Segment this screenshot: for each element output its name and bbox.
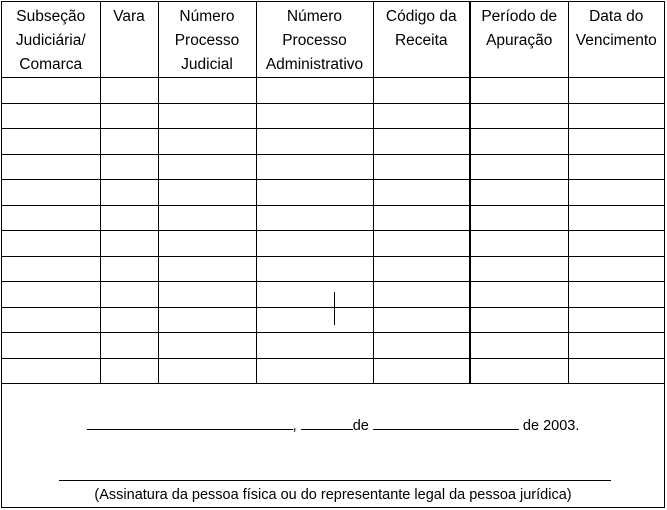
table-cell[interactable] (256, 129, 373, 155)
table-cell[interactable] (158, 180, 256, 206)
table-cell[interactable] (373, 358, 470, 384)
signature-line[interactable] (59, 480, 611, 481)
table-cell[interactable] (373, 333, 470, 359)
stray-vertical-mark (334, 292, 335, 325)
table-cell[interactable] (568, 180, 664, 206)
table-cell[interactable] (568, 103, 664, 129)
table-cell[interactable] (2, 205, 100, 231)
table-header-row (2, 2, 664, 78)
table-cell[interactable] (100, 129, 158, 155)
table-cell[interactable] (2, 231, 100, 257)
table-cell[interactable] (2, 307, 100, 333)
col-header-data-vencimento: Data do Vencimento (568, 2, 664, 78)
table-cell[interactable] (373, 78, 470, 104)
table-cell[interactable] (256, 282, 373, 308)
table-cell[interactable] (100, 358, 158, 384)
table-cell[interactable] (470, 103, 568, 129)
table-cell[interactable] (158, 103, 256, 129)
table-cell[interactable] (568, 307, 664, 333)
table-cell[interactable] (568, 333, 664, 359)
table-cell[interactable] (568, 231, 664, 257)
table-cell[interactable] (256, 78, 373, 104)
table-cell[interactable] (256, 358, 373, 384)
table-body (2, 78, 664, 384)
place-blank[interactable] (87, 415, 293, 430)
table-row (2, 358, 664, 384)
table-cell[interactable] (256, 154, 373, 180)
table-cell[interactable] (158, 333, 256, 359)
table-cell[interactable] (158, 205, 256, 231)
table-cell[interactable] (373, 307, 470, 333)
table-cell[interactable] (2, 78, 100, 104)
table-row (2, 129, 664, 155)
table-row (2, 231, 664, 257)
month-blank[interactable] (373, 415, 519, 430)
table-cell[interactable] (256, 205, 373, 231)
table-cell[interactable] (100, 78, 158, 104)
table-cell[interactable] (568, 205, 664, 231)
table-cell[interactable] (256, 103, 373, 129)
table-row (2, 78, 664, 104)
table-cell[interactable] (2, 154, 100, 180)
table-cell[interactable] (470, 129, 568, 155)
table-cell[interactable] (568, 78, 664, 104)
col-header-vara: Vara (100, 2, 158, 78)
table-cell[interactable] (2, 180, 100, 206)
table-cell[interactable] (158, 129, 256, 155)
table-cell[interactable] (256, 231, 373, 257)
col-header-codigo-receita: Código da Receita (373, 2, 470, 78)
table-cell[interactable] (568, 256, 664, 282)
table-row (2, 282, 664, 308)
process-table (2, 2, 664, 384)
table-cell[interactable] (256, 333, 373, 359)
table-cell[interactable] (100, 205, 158, 231)
table-cell[interactable] (100, 231, 158, 257)
table-cell[interactable] (2, 103, 100, 129)
table-cell[interactable] (470, 154, 568, 180)
table-cell[interactable] (100, 333, 158, 359)
table-cell[interactable] (158, 307, 256, 333)
table-cell[interactable] (256, 256, 373, 282)
table-cell[interactable] (373, 180, 470, 206)
table-cell[interactable] (470, 205, 568, 231)
table-cell[interactable] (373, 231, 470, 257)
table-cell[interactable] (256, 180, 373, 206)
table-row (2, 333, 664, 359)
table-cell[interactable] (2, 256, 100, 282)
table-cell[interactable] (373, 129, 470, 155)
table-cell[interactable] (2, 358, 100, 384)
table-cell[interactable] (100, 256, 158, 282)
table-row (2, 103, 664, 129)
col-header-processo-judicial: Número Processo Judicial (158, 2, 256, 78)
table-row (2, 256, 664, 282)
table-cell[interactable] (158, 256, 256, 282)
table-cell[interactable] (158, 282, 256, 308)
day-blank[interactable] (301, 415, 353, 430)
table-cell[interactable] (256, 307, 373, 333)
col-header-processo-administrativo: Número Processo Administrativo (256, 2, 373, 78)
table-cell[interactable] (373, 205, 470, 231)
table-cell[interactable] (2, 282, 100, 308)
table-cell[interactable] (568, 154, 664, 180)
table-cell[interactable] (158, 154, 256, 180)
table-cell[interactable] (100, 282, 158, 308)
date-line: , de de 2003. (2, 415, 664, 436)
table-cell[interactable] (373, 103, 470, 129)
col-header-subsecao: Subseção Judiciária/ Comarca (2, 2, 100, 78)
table-cell[interactable] (470, 333, 568, 359)
table-cell[interactable] (158, 358, 256, 384)
table-cell[interactable] (470, 78, 568, 104)
col-header-periodo-apuracao: Período de Apuração (470, 2, 568, 78)
table-cell[interactable] (100, 154, 158, 180)
table-cell[interactable] (2, 333, 100, 359)
table-cell[interactable] (470, 256, 568, 282)
table-cell[interactable] (568, 129, 664, 155)
table-cell[interactable] (100, 180, 158, 206)
table-cell[interactable] (158, 231, 256, 257)
table-cell[interactable] (470, 358, 568, 384)
table-cell[interactable] (470, 282, 568, 308)
table-cell[interactable] (373, 282, 470, 308)
table-cell[interactable] (2, 129, 100, 155)
signature-caption: (Assinatura da pessoa física ou do representante legal da pessoa jurídica) (94, 487, 572, 503)
table-cell[interactable] (100, 103, 158, 129)
table-row (2, 154, 664, 180)
table-cell[interactable] (158, 78, 256, 104)
table-row (2, 307, 664, 333)
table-cell[interactable] (470, 307, 568, 333)
signature-section (2, 384, 664, 507)
court-deposit-form (1, 1, 665, 508)
table-cell[interactable] (100, 307, 158, 333)
table-cell[interactable] (373, 256, 470, 282)
table-row (2, 180, 664, 206)
table-cell[interactable] (568, 282, 664, 308)
table-cell[interactable] (373, 154, 470, 180)
table-row (2, 205, 664, 231)
table-cell[interactable] (568, 358, 664, 384)
table-cell[interactable] (470, 180, 568, 206)
table-cell[interactable] (470, 231, 568, 257)
